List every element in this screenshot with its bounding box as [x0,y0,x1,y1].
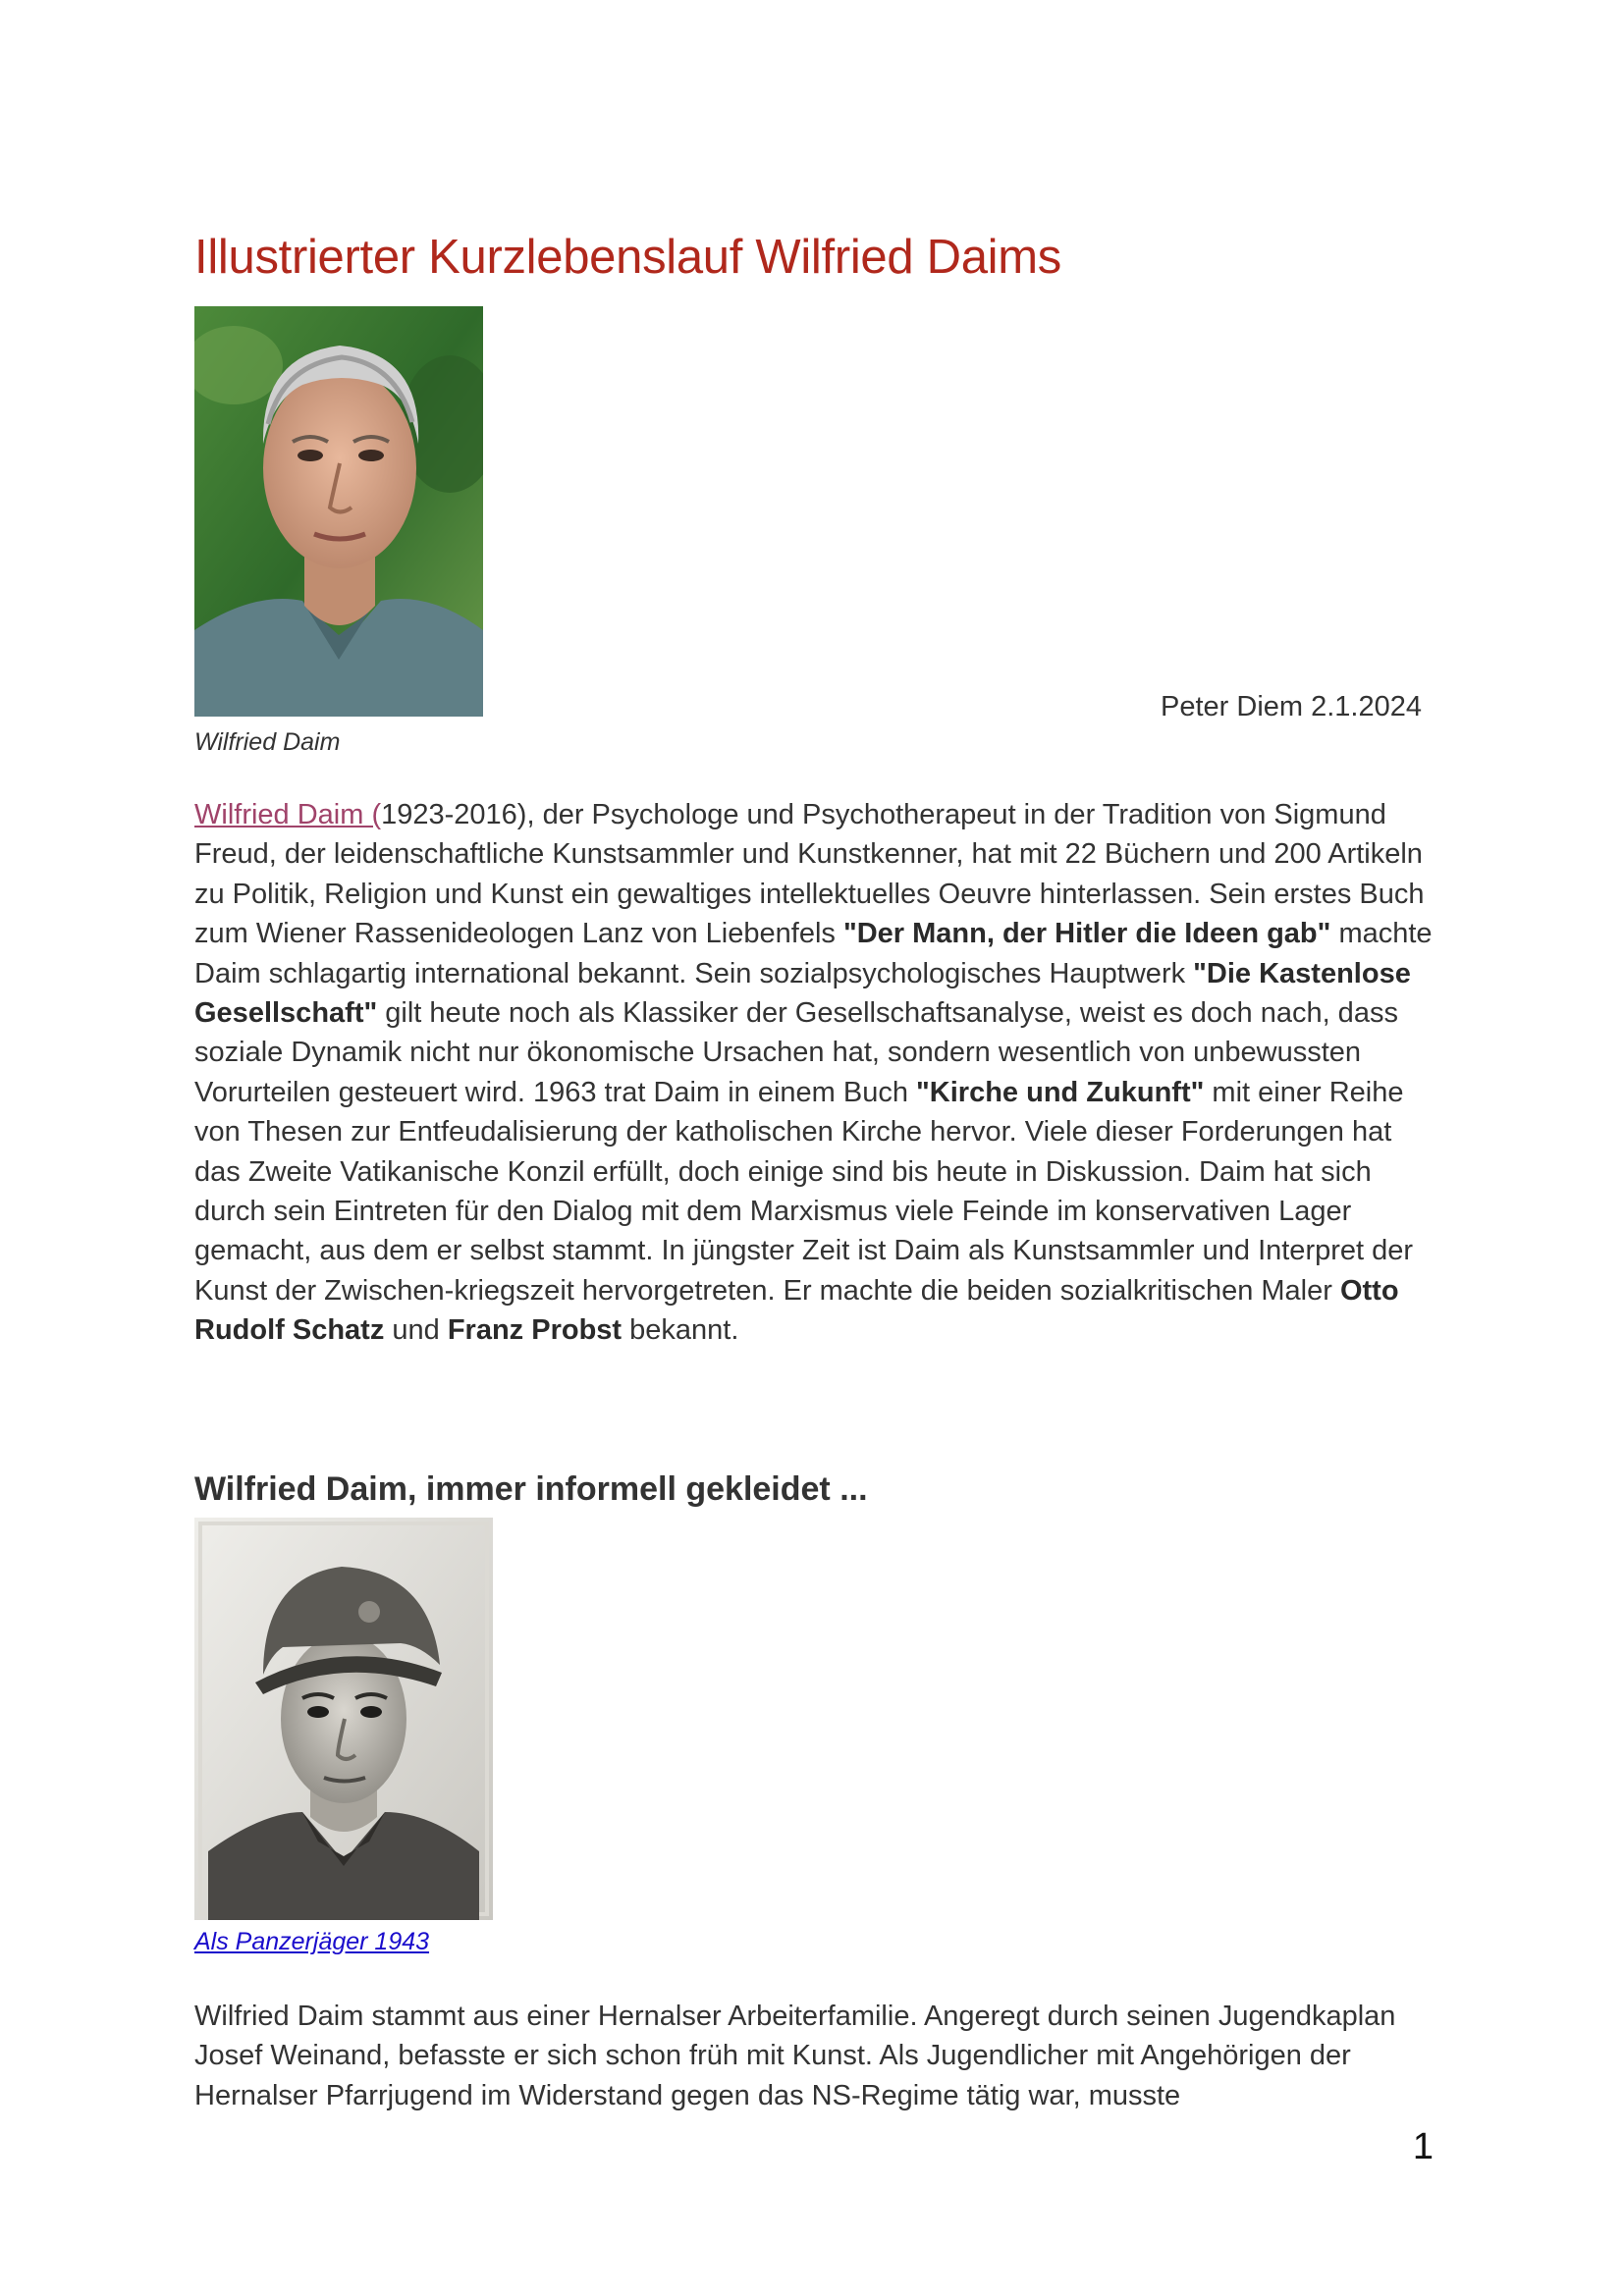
photo-caption: Wilfried Daim [194,728,341,756]
text-segment: gilt heute noch als Klassiker der Gesellschaftsanalyse, weist es doch nach, dass soziale Dynamik nicht nur ökonomische Ursachen hat, sondern wesentlich von unbewussten Vorurteilen gesteuert wird. 1963 trat Daim in einem Buch [194,997,1398,1108]
painter-name: Franz Probst [447,1314,623,1347]
book-title: "Der Mann, der Hitler die Ideen gab" [842,918,1331,950]
author-date: Peter Diem 2.1.2024 [1161,691,1422,722]
bio-paragraph [194,795,1439,1351]
photo-caption-link[interactable]: Als Panzerjäger 1943 [194,1928,430,1955]
bio-paragraph-2: Wilfried Daim stammt aus einer Hernalser Arbeiterfamilie. Angeregt durch seinen Jugendkaplan Josef Weinand, befasste er sich schon früh mit Kunst. Als Jugendlicher mit Angehörigen der Hernalser Pfarrjugend im Widerstand gegen das NS-Regime tätig war, musste [194,2001,1396,2111]
portrait-photo-icon [194,306,483,717]
page-title: Illustrierter Kurzlebenslauf Wilfried Daims [194,231,1061,284]
section-heading: Wilfried Daim, immer informell gekleidet ... [194,1470,868,1508]
text-segment: und [384,1314,448,1347]
wilfried-daim-link[interactable]: Wilfried Daim ( [194,799,382,830]
text-segment: bekannt. [622,1314,739,1347]
soldier-portrait-photo-icon [194,1518,493,1920]
page-number: 1 [1412,2126,1434,2167]
text-segment: 1923-2016), der Psychologe und Psychotherapeut in der Tradition von Sigmund Freud, der leidenschaftliche Kunstsammler und Kunstkenner, hat mit 22 Büchern und 200 Artikeln zu Politik, Religion und Kunst ein gewaltiges intellektuelles Oeuvre hinterlassen. Sein erstes Buch zum Wiener Rassenideologen Lanz von Liebenfels [194,799,1425,950]
book-title: "Die Kastenlose Gesellschaft" [194,957,1411,1030]
text-segment: mit einer Reihe von Thesen zur Entfeudalisierung der katholischen Kirche hervor. Viele dieser Forderungen hat das Zweite Vatikanische Konzil erfüllt, doch einige sind bis heute in Diskussion. Daim hat sich durch sein Eintreten für den Dialog mit dem Marxismus viele Feinde im konservativen Lager gemacht, aus dem er selbst stammt. In jüngster Zeit ist Daim als Kunstsammler und Interpret der Kunst der Zwischen-kriegszeit hervorgetreten. Er machte die beiden sozialkritischen Maler [194,1076,1414,1307]
painter-name: Otto Rudolf Schatz [194,1274,1399,1347]
text-segment: machte Daim schlagartig international bekannt. Sein sozialpsychologisches Hauptwerk [194,918,1433,989]
book-title: "Kirche und Zukunft" [916,1076,1205,1108]
